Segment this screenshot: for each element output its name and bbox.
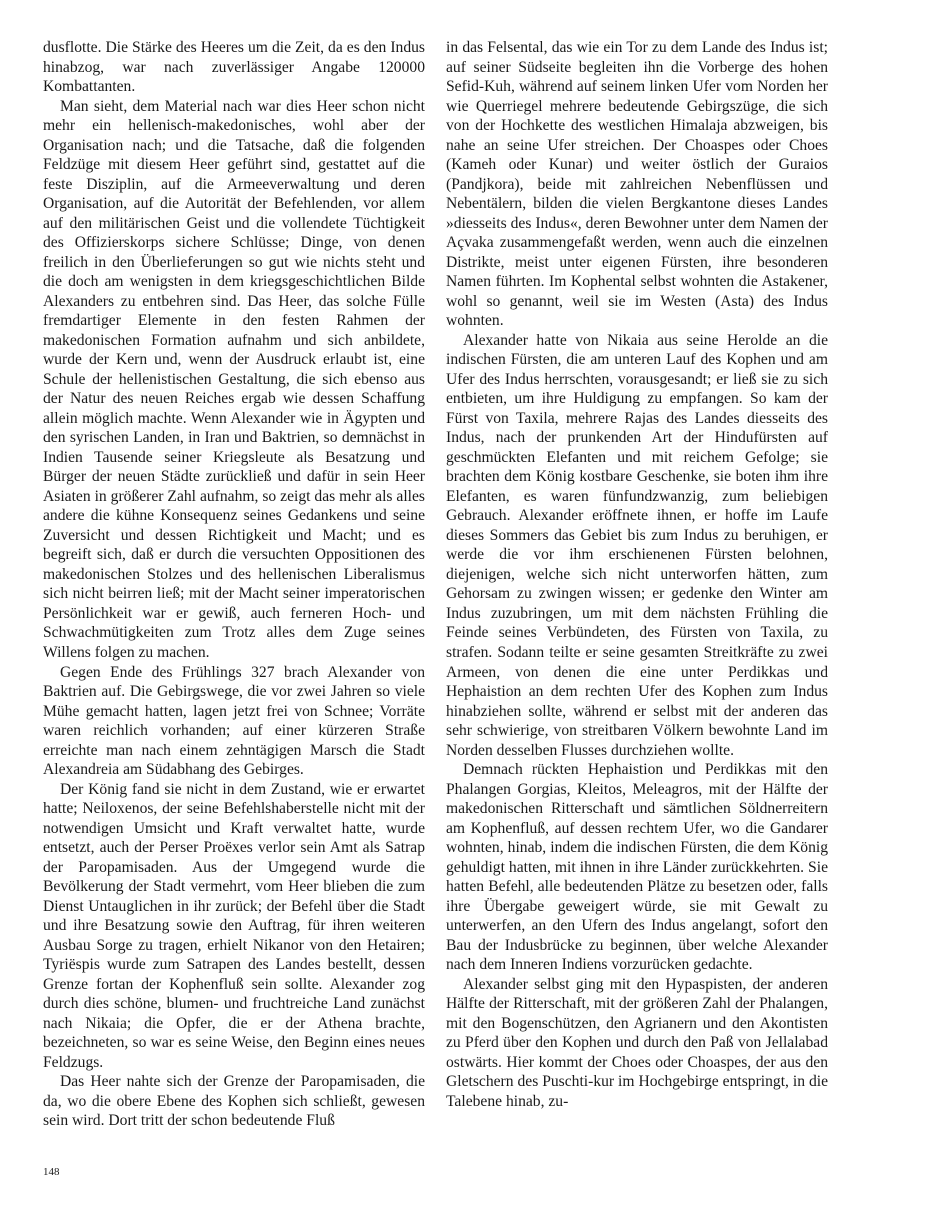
paragraph: Demnach rückten Hephaistion und Perdikkas mit den Phalangen Gorgias, Kleitos, Meleagros, mit der Hälfte der makedonischen Ritterschaft und sämtlichen Söldnerreitern am Kophenfluß, auf dessen rechtem Ufer, wo die Gandarer wohnten, hinab, indem die indischen Fürsten, die dem König gehuldigt hatten, mit ihnen in ihre Länder zurückkehrten. Sie hatten Befehl, alle bedeutenden Plätze zu besetzen oder, falls ihre Übergabe geweigert würde, sie mit Gewalt zu unterwerfen, an den Ufern des Indus angelangt, sofort den Bau der Indusbrücke zu beginnen, über welche Alexander nach dem Inneren Indiens vorzurücken gedachte. (446, 761, 828, 974)
paragraph: Alexander selbst ging mit den Hypaspisten, der anderen Hälfte der Ritterschaft, mit der größeren Zahl der Phalangen, mit den Bogenschützen, den Agrianern und den Akontisten zu Pferd über den Kophen und durch den Paß von Jellalabad ostwärts. Hier kommt der Choes oder Choaspes, der aus den Gletschern des Puschti-kur im Hochgebirge entspringt, in die Talebene hinab, zu- (446, 975, 828, 1110)
paragraph: Man sieht, dem Material nach war dies Heer schon nicht mehr ein hellenisch-makedonisches, wohl aber der Organisation nach; und die Tatsache, daß die folgenden Feldzüge mit diesem Heer geführt sind, gestattet auf die feste Disziplin, auf die Armeeverwaltung und deren Organisation, auf die Autorität der Befehlenden, vor allem auf den militärischen Geist und die vollendete Tüchtigkeit des Offizierskorps sichere Schlüsse; Dinge, von denen freilich in den Überlieferungen so gut wie nichts steht und die doch am wenigsten in dem kriegsgeschichtlichen Bilde Alexanders zu entbehren sind. Das Heer, das solche Fülle fremdartiger Elemente in den festen Rahmen der makedonischen Formation aufnahm und sich anbildete, wurde der Kern und, wenn der Ausdruck erlaubt ist, eine Schule der hellenistischen Gestaltung, die sich ebenso aus der Natur des neuen Reiches ergab wie dessen Schaffung allein möglich machte. Wenn Alexander wie in Ägypten und den syrischen Landen, in Iran und Baktrien, so demnächst in Indien Tausende seiner Kriegsleute als Besatzung und Bürger der neuen Städte zurückließ und dafür in sein Heer Asiaten in größerer Zahl aufnahm, so zeigt das mehr als alles andere die kühne Konsequenz seines Gedankens und seine Zuversicht und dessen Richtigkeit und Macht; und es begreift sich, daß er durch die versuchten Oppositionen des makedonischen Stolzes und des hellenischen Liberalismus sich nicht beirren ließ; mit der Macht seiner imperatorischen Persönlichkeit war er gewiß, auch ferneren Hoch- und Schwachmütigkeiten zum Trotz alles dem Zuge seines Willens folgen zu machen. (43, 97, 425, 661)
left-column (43, 38, 425, 1131)
right-column (446, 38, 828, 1111)
page-number: 148 (43, 1166, 60, 1178)
paragraph: Gegen Ende des Frühlings 327 brach Alexander von Baktrien auf. Die Gebirgswege, die vor zwei Jahren so viele Mühe gemacht hatten, lagen jetzt frei von Schnee; Vorräte waren reichlich vorhanden; auf einer kürzeren Straße erreichte man nach einem zehntägigen Marsch die Stadt Alexandreia am Südabhang des Gebirges. (43, 663, 425, 779)
paragraph: Das Heer nahte sich der Grenze der Paropamisaden, die da, wo die obere Ebene des Kophen sich schließt, gewesen sein wird. Dort tritt der schon bedeutende Fluß (43, 1073, 425, 1130)
paragraph: in das Felsental, das wie ein Tor zu dem Lande des Indus ist; auf seiner Südseite begleiten ihn die Vorberge des hohen Sefid-Kuh, während auf seinem linken Ufer vom Norden her wie Querriegel mehrere bedeutende Gebirgszüge, die sich von der Hochkette des westlichen Himalaja abzweigen, bis nahe an seine Ufer streichen. Der Choaspes oder Choes (Kameh oder Kunar) und weiter östlich der Guraios (Pandjkora), beide mit zahlreichen Nebenflüssen und Nebentälern, bilden die vielen Bergkantone dieses Landes »diesseits des Indus«, deren Bewohner unter dem Namen der Açvaka zusammengefaßt werden, wenn auch die einzelnen Distrikte, meist unter eigenen Fürsten, ihre besonderen Namen führten. Im Kophental selbst wohnten die Astakener, wohl so genannt, weil sie im Westen (Asta) des Indus wohnten. (446, 39, 828, 330)
paragraph: Alexander hatte von Nikaia aus seine Herolde an die indischen Fürsten, die am unteren Lauf des Kophen und am Ufer des Indus herrschten, vorausgesandt; er ließ sie zu sich entbieten, um ihre Huldigung zu empfangen. So kam der Fürst von Taxila, mehrere Rajas des Landes diesseits des Indus, nach der prunkenden Art der Hindufürsten auf geschmückten Elefanten und mit reichem Gefolge; sie brachten dem König kostbare Geschenke, sie boten ihm ihre Elefanten, es waren fünfundzwanzig, zum beliebigen Gebrauch. Alexander eröffnete ihnen, er hoffe im Laufe dieses Sommers das Gebiet bis zum Indus zu beruhigen, er werde die vor ihm erschienenen Fürsten belohnen, diejenigen, welche sich nicht unterworfen hätten, zum Gehorsam zu zwingen wissen; er gedenke den Winter am Indus zuzubringen, um mit dem nächsten Frühling die Feinde seines Verbündeten, des Fürsten von Taxila, zu strafen. Sodann teilte er seine gesamten Streitkräfte zu zwei Armeen, von denen die eine unter Perdikkas und Hephaistion an dem rechten Ufer des Kophen zum Indus hinabziehen sollte, während er selbst mit der anderen das sehr schwierige, von streitbaren Völkern bewohnte Land im Norden desselben Flusses durchziehen wollte. (446, 331, 828, 759)
paragraph: Der König fand sie nicht in dem Zustand, wie er erwartet hatte; Neiloxenos, der seine Befehlshaberstelle nicht mit der notwendigen Umsicht und Kraft verwaltet hatte, wurde entsetzt, auch der Perser Proëxes verlor sein Amt als Satrap der Paropamisaden. Aus der Umgegend wurde die Bevölkerung der Stadt vermehrt, vom Heer blieben die zum Dienst Untauglichen in ihr zurück; der Befehl über die Stadt und ihre Besatzung sowie den Auftrag, für ihren weiteren Ausbau Sorge zu tragen, erhielt Nikanor von den Hetairen; Tyriëspis wurde zum Satrapen des Landes bestellt, dessen Grenze fortan der Kophenfluß sein sollte. Alexander zog durch dies schöne, blumen- und fruchtreiche Land zunächst nach Nikaia; die Opfer, die er der Athena brachte, bezeichneten, so war es seine Weise, den Beginn eines neues Feldzugs. (43, 780, 425, 1071)
paragraph: dusflotte. Die Stärke des Heeres um die Zeit, da es den Indus hinabzog, war nach zuverlässiger Angabe 120000 Kombattanten. (43, 39, 425, 96)
